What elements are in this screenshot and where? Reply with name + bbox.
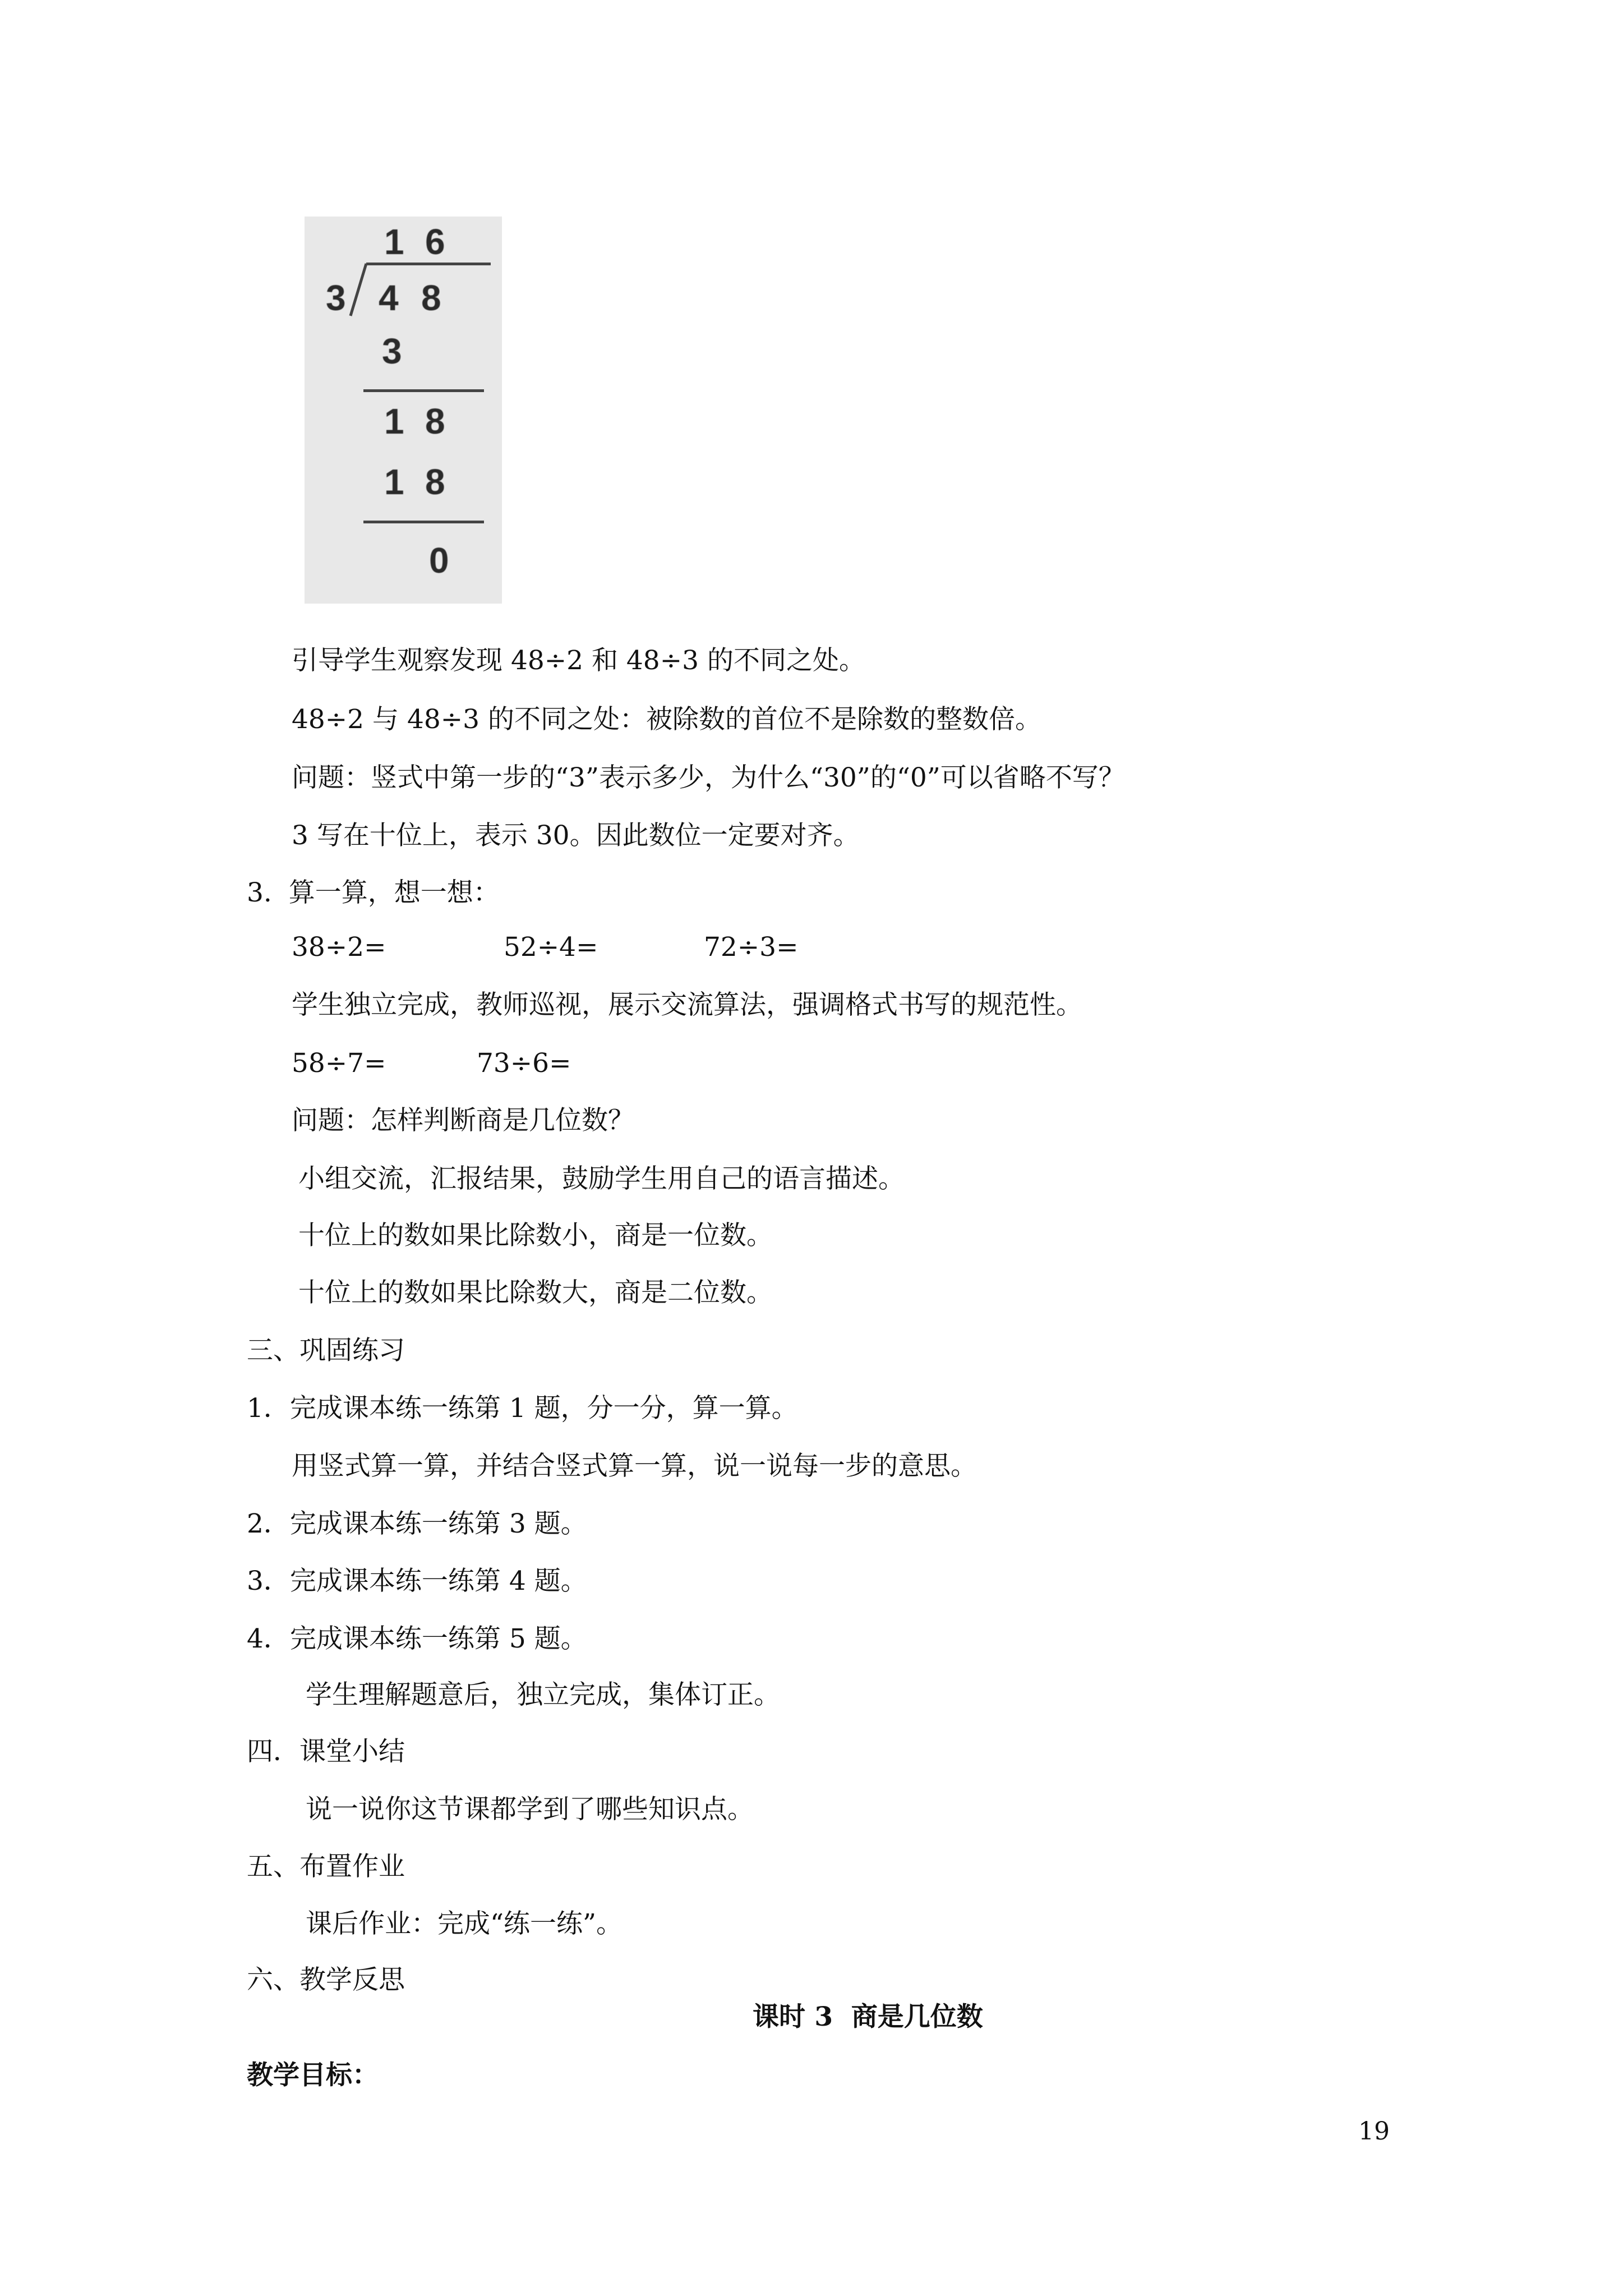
- lesson-title: 课时 3 商是几位数: [753, 2001, 983, 2032]
- list-item: 3．完成课本练一练第 4 题。: [247, 1566, 587, 1596]
- section-heading: 六、教学反思: [247, 1964, 405, 1995]
- remainder-tens-digit: 1: [384, 401, 404, 441]
- remainder-ones-digit: 8: [425, 401, 445, 441]
- list-item: 1．完成课本练一练第 1 题，分一分，算一算。: [247, 1393, 798, 1424]
- dividend-tens-digit: 4: [379, 278, 399, 318]
- text-line: 课后作业：完成“练一练”。: [306, 1908, 623, 1939]
- quotient-tens-digit: 1: [384, 222, 404, 262]
- second-product-tens-digit: 1: [384, 462, 404, 502]
- dividend-ones-digit: 8: [421, 278, 441, 318]
- text-line: 学生独立完成，教师巡视，展示交流算法，强调格式书写的规范性。: [292, 990, 1082, 1020]
- text-line: 十位上的数如果比除数小，商是一位数。: [298, 1220, 773, 1251]
- section-item: 3. 算一算，想一想：: [247, 877, 500, 908]
- quotient-ones-digit: 6: [425, 222, 445, 262]
- list-item: 2．完成课本练一练第 3 题。: [247, 1508, 587, 1539]
- first-product-digit: 3: [382, 331, 402, 371]
- section-heading: 四．课堂小结: [247, 1736, 405, 1767]
- goals-heading: 教学目标：: [247, 2060, 379, 2091]
- list-item: 4．完成课本练一练第 5 题。: [247, 1623, 587, 1654]
- text-line: 3 写在十位上，表示 30。因此数位一定要对齐。: [292, 820, 860, 851]
- text-line: 问题：怎样判断商是几位数？: [292, 1105, 634, 1136]
- section-heading: 五、布置作业: [247, 1851, 405, 1882]
- exercise: 38÷2=: [292, 932, 386, 963]
- exercise: 58÷7=: [292, 1048, 386, 1079]
- section-heading: 三、巩固练习: [247, 1335, 405, 1366]
- page-number: 19: [1358, 2117, 1390, 2146]
- text-line: 学生理解题意后，独立完成，集体订正。: [306, 1680, 780, 1710]
- text-line: 用竖式算一算，并结合竖式算一算，说一说每一步的意思。: [292, 1451, 977, 1481]
- text-line: 十位上的数如果比除数大，商是二位数。: [298, 1277, 773, 1308]
- first-subtraction-line: [363, 389, 484, 392]
- text-line: 说一说你这节课都学到了哪些知识点。: [306, 1794, 754, 1825]
- text-line: 小组交流，汇报结果，鼓励学生用自己的语言描述。: [298, 1163, 905, 1194]
- exercise: 73÷6=: [477, 1048, 571, 1079]
- second-product-ones-digit: 8: [425, 462, 445, 502]
- exercise: 52÷4=: [504, 932, 598, 963]
- text-line: 引导学生观察发现 48÷2 和 48÷3 的不同之处。: [292, 645, 865, 676]
- division-bar: [366, 263, 491, 265]
- second-subtraction-line: [363, 521, 484, 523]
- text-line: 问题：竖式中第一步的“3”表示多少，为什么“30”的“0”可以省略不写？: [292, 762, 1125, 793]
- divisor: 3: [326, 278, 346, 318]
- text-line: 48÷2 与 48÷3 的不同之处：被除数的首位不是除数的整数倍。: [292, 704, 1041, 735]
- exercise: 72÷3=: [704, 932, 799, 963]
- long-division-figure: [305, 217, 502, 604]
- division-bracket: [345, 263, 373, 319]
- final-remainder: 0: [429, 540, 449, 581]
